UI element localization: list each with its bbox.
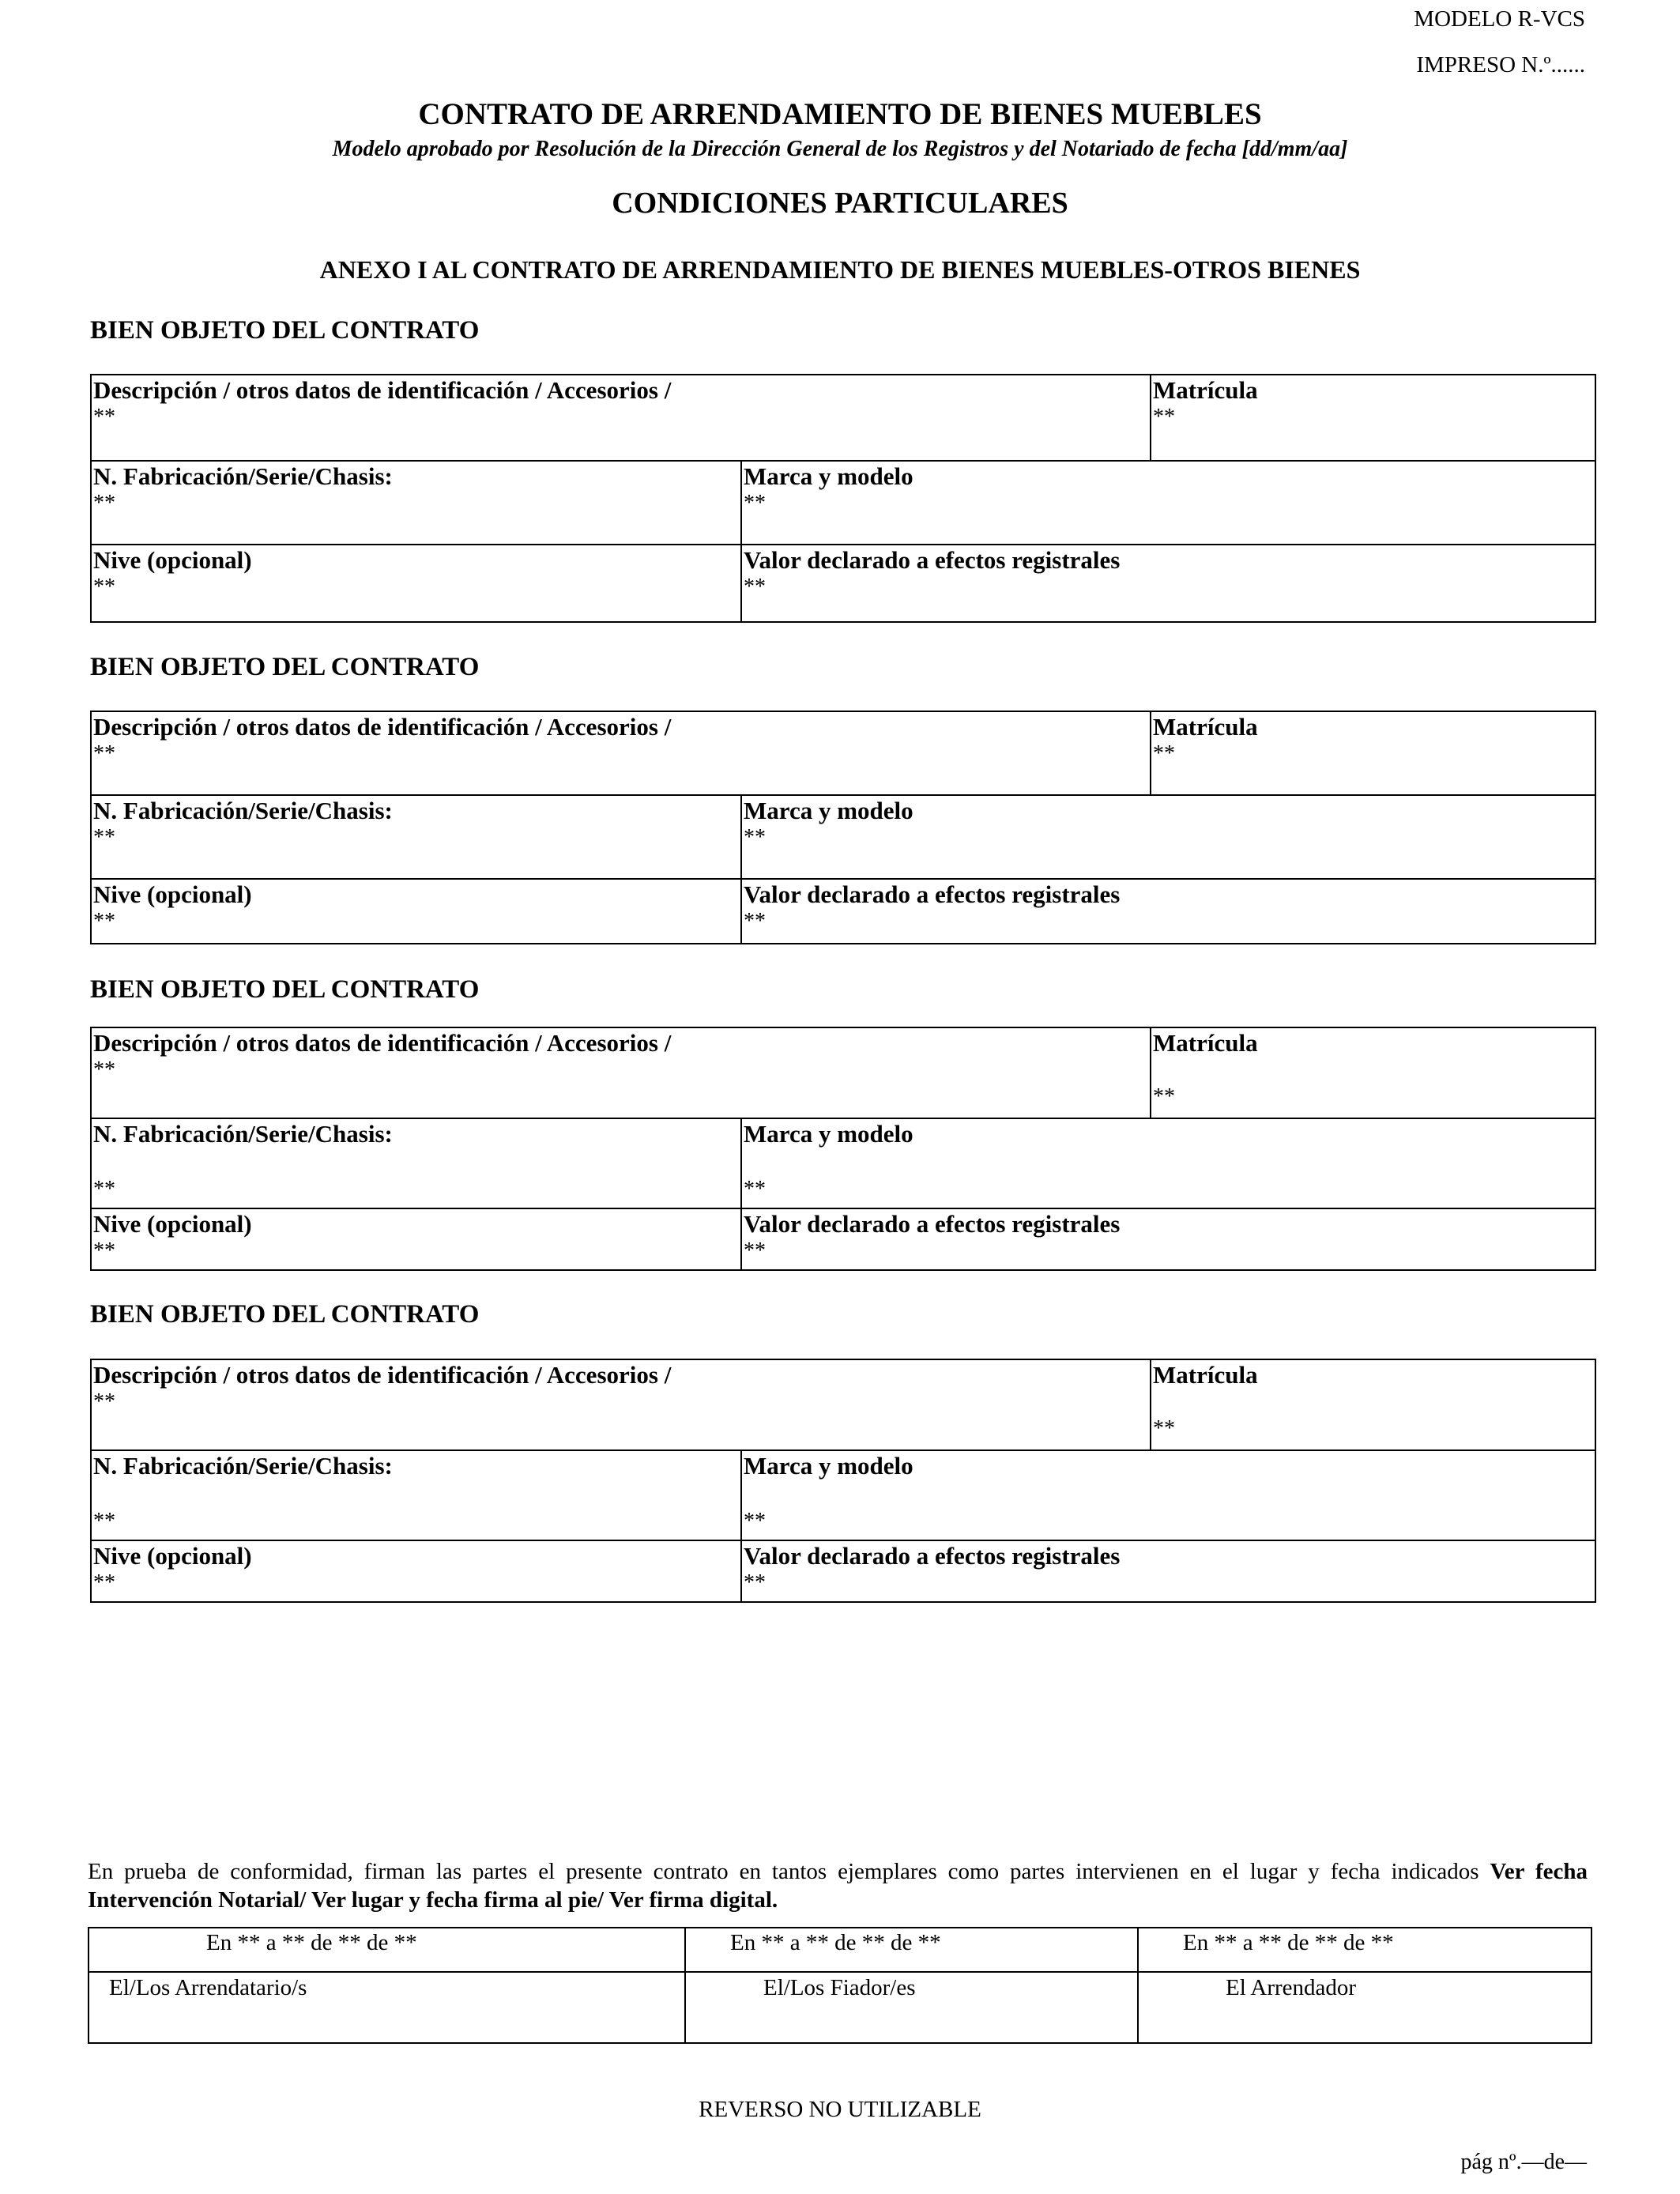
conformidad-text: En prueba de conformidad, firman las partes el presente contrato en tantos ejemplares como partes intervienen en el lugar y fecha indicados [88,1859,1490,1884]
reverso-note: REVERSO NO UTILIZABLE [699,2097,981,2122]
fecha-arrendatario[interactable]: En ** a ** de ** de ** [89,1928,685,1972]
marca-cell[interactable] [741,1118,1595,1208]
matricula-label: Matrícula [1153,1029,1258,1057]
marca-label: Marca y modelo [744,1452,913,1480]
serie-label: N. Fabricación/Serie/Chasis: [93,1452,393,1480]
descripcion-value: ** [93,405,115,429]
descripcion-value: ** [93,1057,115,1082]
bien-heading: BIEN OBJETO DEL CONTRATO [90,653,480,681]
serie-label: N. Fabricación/Serie/Chasis: [93,462,393,490]
marca-value: ** [744,825,766,850]
valor-cell[interactable] [741,1540,1595,1602]
matricula-cell[interactable] [1151,711,1595,795]
serie-value: ** [93,491,115,515]
marca-label: Marca y modelo [744,797,913,824]
marca-cell[interactable] [741,461,1595,545]
valor-label: Valor declarado a efectos registrales [744,546,1121,574]
valor-cell[interactable] [741,879,1595,944]
descripcion-cell[interactable] [91,375,1151,461]
nive-label: Nive (opcional) [93,546,252,574]
marca-value: ** [744,491,766,515]
marca-cell[interactable] [741,1450,1595,1540]
serie-cell[interactable] [91,795,741,879]
firma-fiador[interactable]: El/Los Fiador/es [685,1972,1138,2043]
fecha-arrendador[interactable]: En ** a ** de ** de ** [1138,1928,1591,1972]
modelo-label: MODELO R-VCS [1414,6,1585,32]
serie-value: ** [93,1177,115,1201]
nive-cell[interactable] [91,879,741,944]
serie-value: ** [93,1509,115,1533]
valor-label: Valor declarado a efectos registrales [744,880,1121,908]
valor-value: ** [744,575,766,599]
page-number: pág nº.—de— [1460,2150,1587,2174]
nive-label: Nive (opcional) [93,1542,252,1570]
condiciones-heading: CONDICIONES PARTICULARES [612,187,1068,220]
valor-value: ** [744,1238,766,1263]
valor-label: Valor declarado a efectos registrales [744,1210,1121,1238]
nive-value: ** [93,909,115,933]
conformidad-bold-text: Ver fecha Intervención Notarial/ Ver lugar y fecha firma al pie/ Ver firma digital. [88,1859,1588,1913]
anexo-heading: ANEXO I AL CONTRATO DE ARRENDAMIENTO DE BIENES MUEBLES-OTROS BIENES [319,255,1361,284]
serie-label: N. Fabricación/Serie/Chasis: [93,797,393,824]
matricula-label: Matrícula [1153,376,1258,404]
serie-value: ** [93,825,115,850]
bien-table [90,1027,1596,1271]
bien-table [90,1359,1596,1603]
serie-cell[interactable] [91,1450,741,1540]
marca-value: ** [744,1509,766,1533]
nive-value: ** [93,1570,115,1595]
descripcion-label: Descripción / otros datos de identificación / Accesorios / [93,376,672,404]
valor-cell[interactable] [741,1208,1595,1270]
marca-value: ** [744,1177,766,1201]
nive-value: ** [93,575,115,599]
descripcion-label: Descripción / otros datos de identificación / Accesorios / [93,1029,672,1057]
bien-table [90,374,1596,623]
marca-label: Marca y modelo [744,462,913,490]
descripcion-cell[interactable] [91,1027,1151,1118]
marca-cell[interactable] [741,795,1595,879]
serie-cell[interactable] [91,1118,741,1208]
signature-table [88,1927,1592,2044]
nive-value: ** [93,1238,115,1263]
matricula-label: Matrícula [1153,1361,1258,1389]
matricula-value: ** [1153,1416,1175,1441]
firma-arrendatario[interactable]: El/Los Arrendatario/s [89,1972,685,2043]
nive-cell[interactable] [91,545,741,622]
document-title: CONTRATO DE ARRENDAMIENTO DE BIENES MUEBLES [418,97,1262,131]
bien-heading: BIEN OBJETO DEL CONTRATO [90,316,480,345]
descripcion-label: Descripción / otros datos de identificación / Accesorios / [93,1361,672,1389]
valor-value: ** [744,909,766,933]
marca-label: Marca y modelo [744,1120,913,1148]
valor-cell[interactable] [741,545,1595,622]
nive-label: Nive (opcional) [93,1210,252,1238]
matricula-cell[interactable] [1151,1359,1595,1450]
descripcion-label: Descripción / otros datos de identificación / Accesorios / [93,713,672,741]
serie-cell[interactable] [91,461,741,545]
descripcion-cell[interactable] [91,711,1151,795]
matricula-value: ** [1153,741,1175,766]
impreso-number: IMPRESO N.º...... [1416,52,1585,77]
valor-value: ** [744,1570,766,1595]
document-subtitle: Modelo aprobado por Resolución de la Dirección General de los Registros y del Notariado de fecha [dd/mm/aa] [332,137,1348,161]
descripcion-value: ** [93,741,115,766]
matricula-value: ** [1153,1084,1175,1109]
bien-heading: BIEN OBJETO DEL CONTRATO [90,1300,480,1329]
matricula-label: Matrícula [1153,713,1258,741]
firma-arrendador[interactable]: El Arrendador [1138,1972,1591,2043]
fecha-fiador[interactable]: En ** a ** de ** de ** [685,1928,1138,1972]
matricula-cell[interactable] [1151,1027,1595,1118]
matricula-value: ** [1153,405,1175,429]
nive-cell[interactable] [91,1540,741,1602]
nive-cell[interactable] [91,1208,741,1270]
nive-label: Nive (opcional) [93,880,252,908]
valor-label: Valor declarado a efectos registrales [744,1542,1121,1570]
bien-heading: BIEN OBJETO DEL CONTRATO [90,975,480,1004]
descripcion-cell[interactable] [91,1359,1151,1450]
bien-table [90,711,1596,944]
matricula-cell[interactable] [1151,375,1595,461]
descripcion-value: ** [93,1389,115,1414]
serie-label: N. Fabricación/Serie/Chasis: [93,1120,393,1148]
conformidad-paragraph [88,1857,1588,1914]
